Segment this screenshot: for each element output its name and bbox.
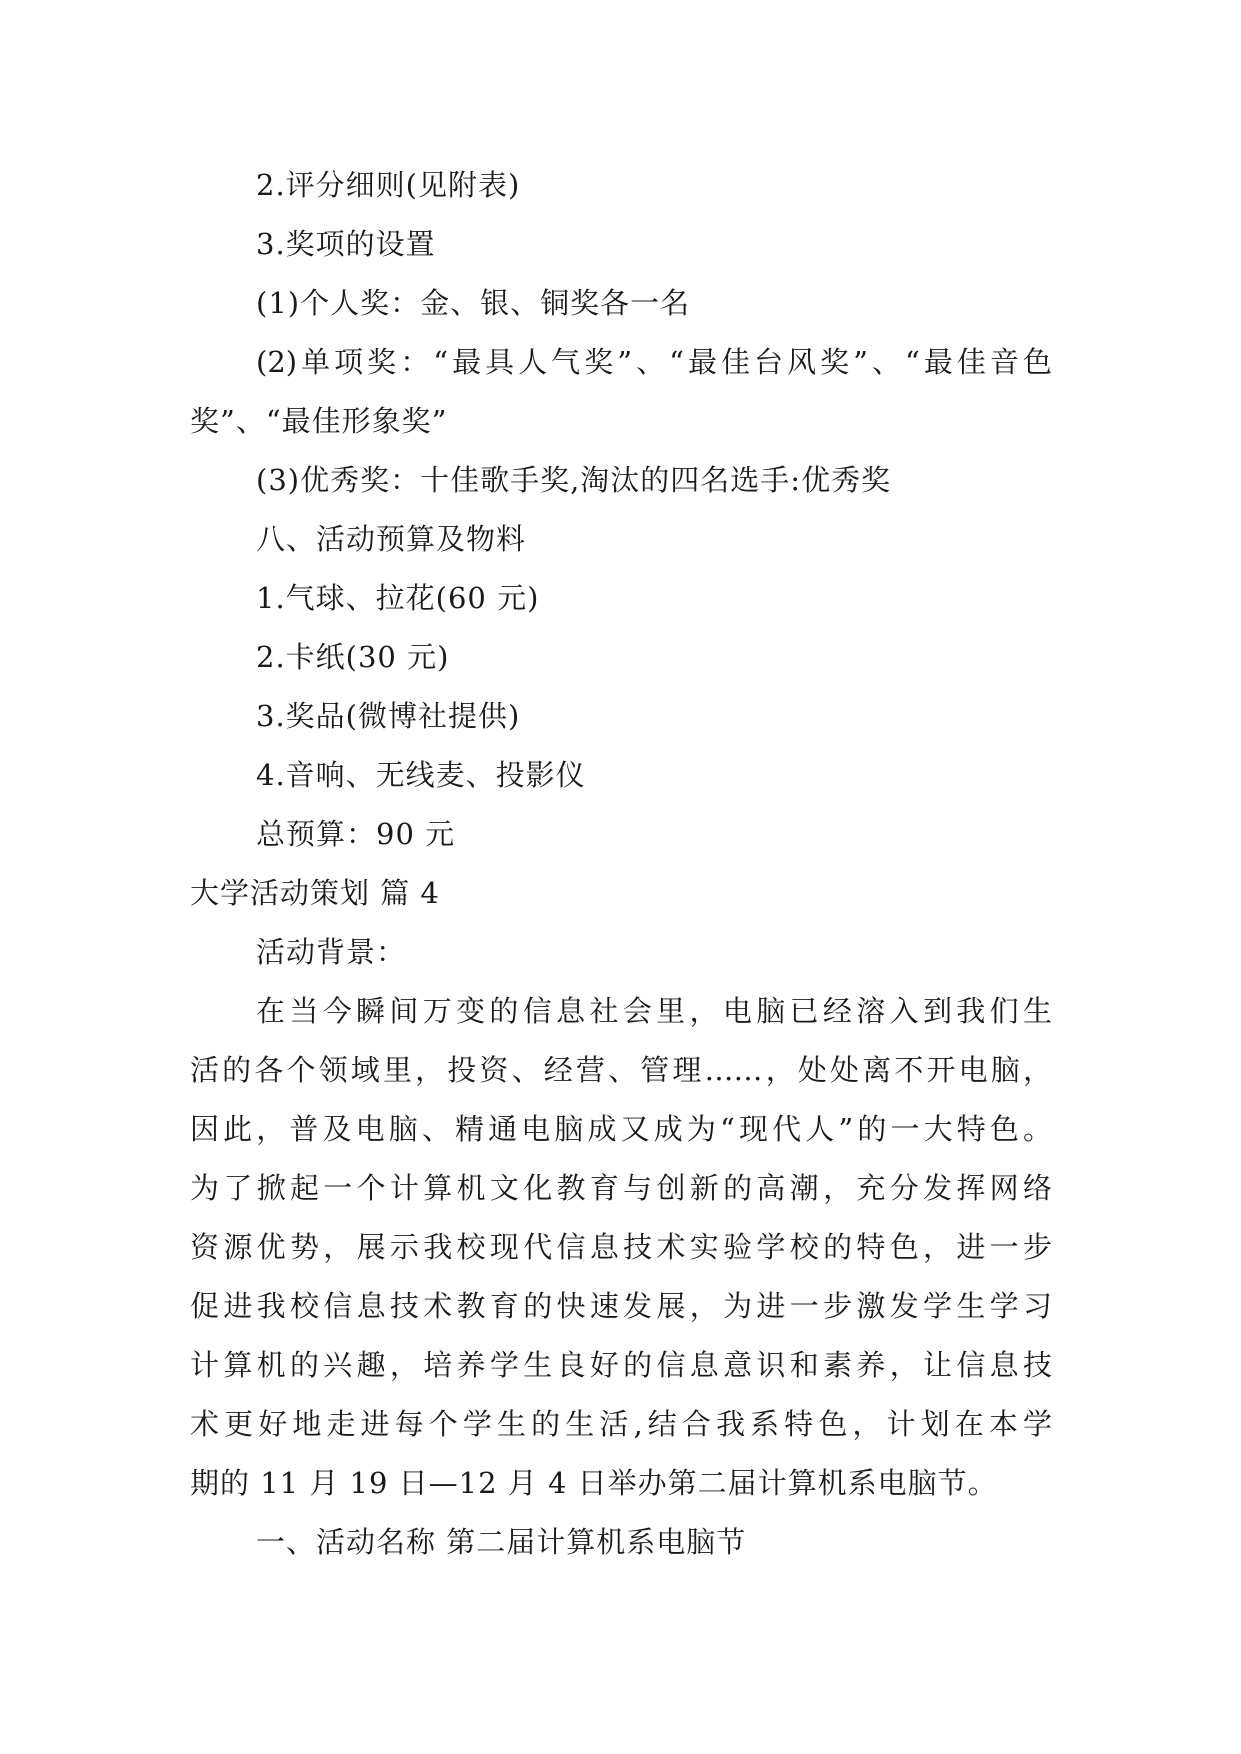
budget-item-equipment: 4.音响、无线麦、投影仪 [256, 758, 586, 792]
scoring-rules-item: 2.评分细则(见附表) [256, 168, 521, 202]
background-heading: 活动背景： [256, 935, 407, 969]
individual-award-item: (1)个人奖：金、银、铜奖各一名 [256, 286, 691, 320]
total-budget: 总预算：90 元 [256, 817, 456, 851]
budget-section-heading: 八、活动预算及物料 [256, 522, 527, 556]
background-paragraph-line: 计算机的兴趣，培养学生良好的信息意识和素养，让信息技 [190, 1348, 1052, 1382]
single-award-item: (2)单项奖：“最具人气奖”、“最佳台风奖”、“最佳音色 [256, 345, 1052, 379]
background-paragraph-line: 为了掀起一个计算机文化教育与创新的高潮，充分发挥网络 [190, 1171, 1052, 1205]
budget-item-balloons: 1.气球、拉花(60 元) [256, 581, 540, 615]
background-paragraph-line: 在当今瞬间万变的信息社会里，电脑已经溶入到我们生 [256, 994, 1052, 1028]
section-title-part4: 大学活动策划 篇 4 [190, 876, 440, 910]
budget-item-cardstock: 2.卡纸(30 元) [256, 640, 450, 674]
awards-heading: 3.奖项的设置 [256, 227, 436, 261]
background-paragraph-line: 术更好地走进每个学生的生活,结合我系特色，计划在本学 [190, 1407, 1052, 1441]
background-paragraph-line: 因此，普及电脑、精通电脑成又成为“现代人”的一大特色。 [190, 1112, 1052, 1146]
background-paragraph-line: 资源优势，展示我校现代信息技术实验学校的特色，进一步 [190, 1230, 1052, 1264]
background-paragraph-line: 活的各个领域里，投资、经营、管理……，处处离不开电脑， [190, 1053, 1052, 1087]
single-award-item-cont: 奖”、“最佳形象奖” [190, 404, 448, 438]
background-paragraph-line: 促进我校信息技术教育的快速发展，为进一步激发学生学习 [190, 1289, 1052, 1323]
activity-name-item: 一、活动名称 第二届计算机系电脑节 [256, 1525, 747, 1559]
excellence-award-item: (3)优秀奖：十佳歌手奖,淘汰的四名选手:优秀奖 [256, 463, 892, 497]
budget-item-prizes: 3.奖品(微博社提供) [256, 699, 521, 733]
background-paragraph-line: 期的 11 月 19 日—12 月 4 日举办第二届计算机系电脑节。 [190, 1466, 998, 1500]
